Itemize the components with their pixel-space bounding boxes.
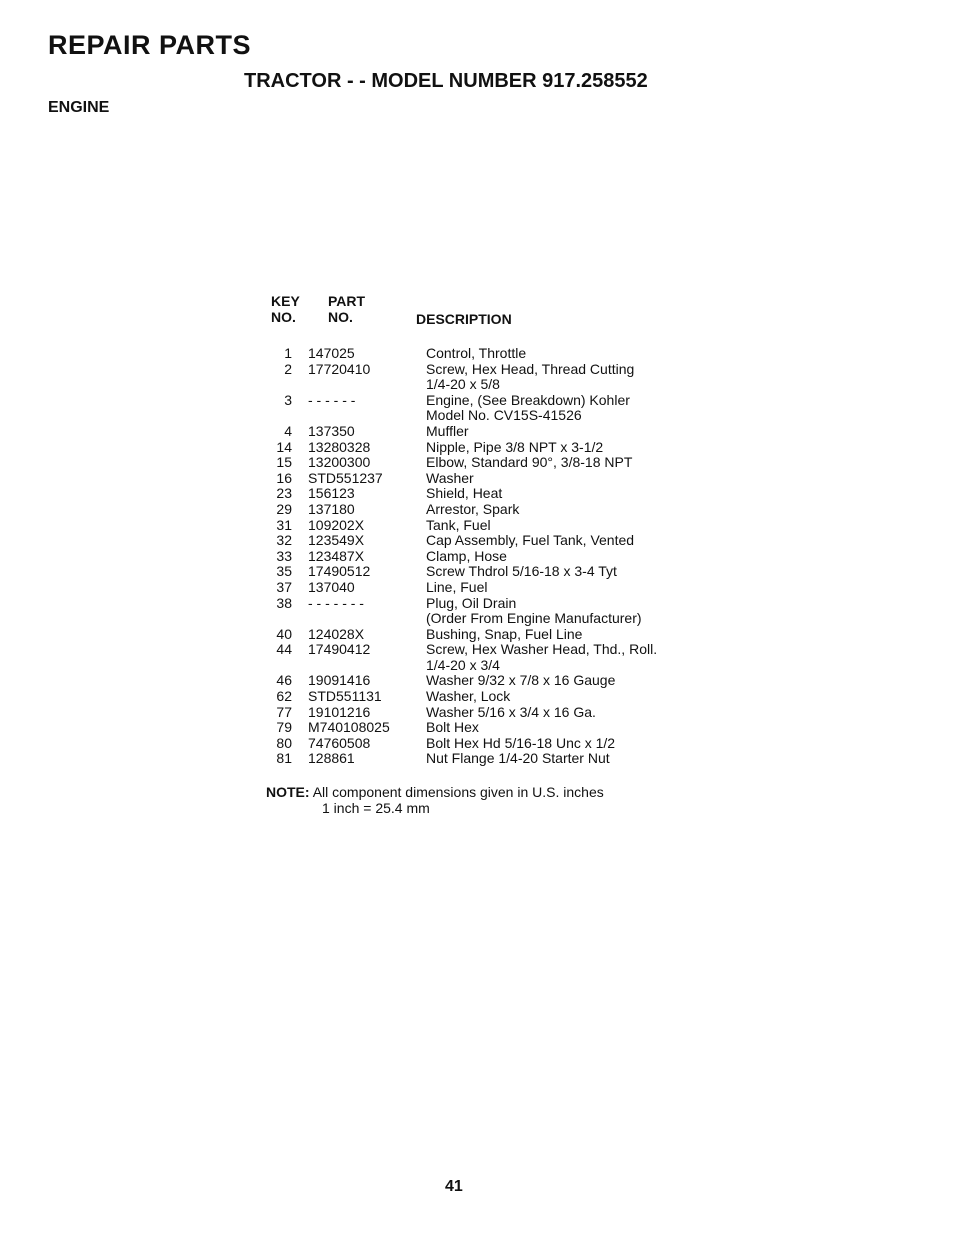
part-no-cell: 74760508 — [308, 734, 371, 751]
part-no-cell: 128861 — [308, 750, 355, 767]
description-line: Tank, Fuel — [426, 516, 491, 533]
part-no-cell: 17490412 — [308, 641, 371, 658]
key-no-cell: 3 — [284, 391, 292, 408]
table-row — [258, 455, 698, 471]
table-row — [258, 673, 698, 689]
table-row — [258, 502, 698, 518]
table-row — [258, 642, 698, 673]
description-cell — [422, 362, 698, 393]
description-line: Engine, (See Breakdown) Kohler — [426, 391, 630, 408]
part-no-cell: - - - - - - - — [308, 594, 364, 611]
key-no-cell: 79 — [276, 719, 292, 736]
description-line: Washer 5/16 x 3/4 x 16 Ga. — [426, 703, 596, 720]
part-no-cell: 147025 — [308, 345, 355, 361]
description-cell — [422, 549, 698, 565]
description-line: Clamp, Hose — [426, 547, 507, 564]
description-cell — [422, 720, 698, 736]
part-no-cell: 17490512 — [308, 563, 371, 580]
description-cell — [422, 596, 698, 627]
description-cell — [422, 393, 698, 424]
table-row — [258, 362, 698, 393]
table-row — [258, 751, 698, 767]
key-no-cell: 81 — [276, 750, 292, 767]
table-row — [258, 486, 698, 502]
key-no-cell: 77 — [276, 703, 292, 720]
table-row — [258, 564, 698, 580]
part-no-cell: 137180 — [308, 500, 355, 517]
description-line: Washer, Lock — [426, 688, 511, 705]
table-row — [258, 720, 698, 736]
description-line: Cap Assembly, Fuel Tank, Vented — [426, 532, 635, 549]
description-cell — [422, 502, 698, 518]
part-no-cell: 19101216 — [308, 703, 371, 720]
part-no-cell: STD551131 — [308, 688, 382, 705]
column-header-key-line2: NO. — [271, 309, 296, 325]
description-line: Nipple, Pipe 3/8 NPT x 3-1/2 — [426, 438, 604, 455]
description-line: Elbow, Standard 90°, 3/8-18 NPT — [426, 454, 633, 471]
table-row — [258, 580, 698, 596]
part-no-cell: 137350 — [308, 422, 355, 439]
table-row — [258, 689, 698, 705]
description-cell — [422, 471, 698, 487]
description-line: Arrestor, Spark — [426, 500, 520, 517]
note — [266, 784, 604, 816]
key-no-cell: 2 — [284, 360, 292, 377]
table-row — [258, 518, 698, 534]
part-no-cell: 13280328 — [308, 438, 371, 455]
note-line2: 1 inch = 25.4 mm — [322, 800, 430, 816]
key-no-cell: 1 — [284, 345, 292, 361]
key-no-cell: 32 — [276, 532, 292, 549]
description-line: Muffler — [426, 422, 469, 439]
description-line: 1/4-20 x 3/4 — [426, 656, 500, 673]
table-row — [258, 549, 698, 565]
table-row — [258, 346, 698, 362]
description-cell — [422, 736, 698, 752]
description-line: Plug, Oil Drain — [426, 594, 517, 611]
description-line: 1/4-20 x 5/8 — [426, 376, 500, 393]
description-line: Bolt Hex Hd 5/16-18 Unc x 1/2 — [426, 734, 616, 751]
key-no-cell: 31 — [276, 516, 292, 533]
key-no-cell: 44 — [276, 641, 292, 658]
description-cell — [422, 689, 698, 705]
part-no-cell: 13200300 — [308, 454, 371, 471]
key-no-cell: 14 — [276, 438, 292, 455]
description-cell — [422, 751, 698, 767]
model-title: TRACTOR - - MODEL NUMBER 917.258552 — [244, 70, 648, 92]
key-no-cell: 23 — [276, 485, 292, 502]
description-cell — [422, 705, 698, 721]
part-no-cell: 123487X — [308, 547, 365, 564]
description-cell — [422, 580, 698, 596]
description-line: Nut Flange 1/4-20 Starter Nut — [426, 750, 610, 767]
page-number: 41 — [445, 1178, 463, 1195]
description-line: (Order From Engine Manufacturer) — [426, 610, 642, 627]
description-cell — [422, 642, 698, 673]
description-line: Control, Throttle — [426, 345, 527, 361]
parts-list — [258, 346, 698, 767]
note-line1: All component dimensions given in U.S. inches — [312, 784, 604, 800]
key-no-cell: 16 — [276, 469, 292, 486]
key-no-cell: 35 — [276, 563, 292, 580]
table-row — [258, 440, 698, 456]
description-line: Model No. CV15S-41526 — [426, 407, 582, 424]
description-cell — [422, 627, 698, 643]
part-no-cell: 19091416 — [308, 672, 371, 689]
description-line: Bolt Hex — [426, 719, 479, 736]
column-header-description: DESCRIPTION — [416, 311, 512, 327]
part-no-cell: M740108025 — [308, 719, 390, 736]
key-no-cell: 62 — [276, 688, 292, 705]
table-row — [258, 533, 698, 549]
part-no-cell: STD551237 — [308, 469, 383, 486]
description-cell — [422, 673, 698, 689]
key-no-cell: 46 — [276, 672, 292, 689]
table-row — [258, 596, 698, 627]
description-line: Screw, Hex Washer Head, Thd., Roll. — [426, 641, 658, 658]
part-no-cell: 156123 — [308, 485, 355, 502]
part-no-cell: 17720410 — [308, 360, 371, 377]
key-no-cell: 15 — [276, 454, 292, 471]
table-row — [258, 471, 698, 487]
key-no-cell: 33 — [276, 547, 292, 564]
description-line: Washer 9/32 x 7/8 x 16 Gauge — [426, 672, 616, 689]
description-cell — [422, 424, 698, 440]
table-row — [258, 627, 698, 643]
key-no-cell: 38 — [276, 594, 292, 611]
description-line: Screw, Hex Head, Thread Cutting — [426, 360, 635, 377]
table-row — [258, 736, 698, 752]
description-line: Washer — [426, 469, 474, 486]
table-row — [258, 705, 698, 721]
description-line: Line, Fuel — [426, 578, 488, 595]
description-cell — [422, 486, 698, 502]
section-title: ENGINE — [48, 99, 110, 116]
column-header-key-no — [271, 293, 300, 325]
description-cell — [422, 518, 698, 534]
table-row — [258, 393, 698, 424]
note-label: NOTE: — [266, 784, 310, 800]
part-no-cell: - - - - - - — [308, 391, 356, 408]
description-line: Screw Thdrol 5/16-18 x 3-4 Tyt — [426, 563, 617, 580]
key-no-cell: 40 — [276, 625, 292, 642]
part-no-cell: 137040 — [308, 578, 355, 595]
table-row — [258, 424, 698, 440]
description-cell — [422, 346, 698, 362]
column-header-part-line1: PART — [328, 293, 366, 309]
column-header-key-line1: KEY — [271, 293, 300, 309]
key-no-cell: 80 — [276, 734, 292, 751]
part-no-cell: 124028X — [308, 625, 365, 642]
page-title: REPAIR PARTS — [48, 30, 252, 60]
part-no-cell: 123549X — [308, 532, 365, 549]
column-header-part-line2: NO. — [328, 309, 353, 325]
key-no-cell: 29 — [276, 500, 292, 517]
description-cell — [422, 564, 698, 580]
key-no-cell: 4 — [284, 422, 292, 439]
description-cell — [422, 455, 698, 471]
description-cell — [422, 533, 698, 549]
key-no-cell: 37 — [276, 578, 292, 595]
part-no-cell: 109202X — [308, 516, 365, 533]
description-cell — [422, 440, 698, 456]
description-line: Shield, Heat — [426, 485, 503, 502]
description-line: Bushing, Snap, Fuel Line — [426, 625, 583, 642]
column-header-part-no — [328, 293, 365, 325]
